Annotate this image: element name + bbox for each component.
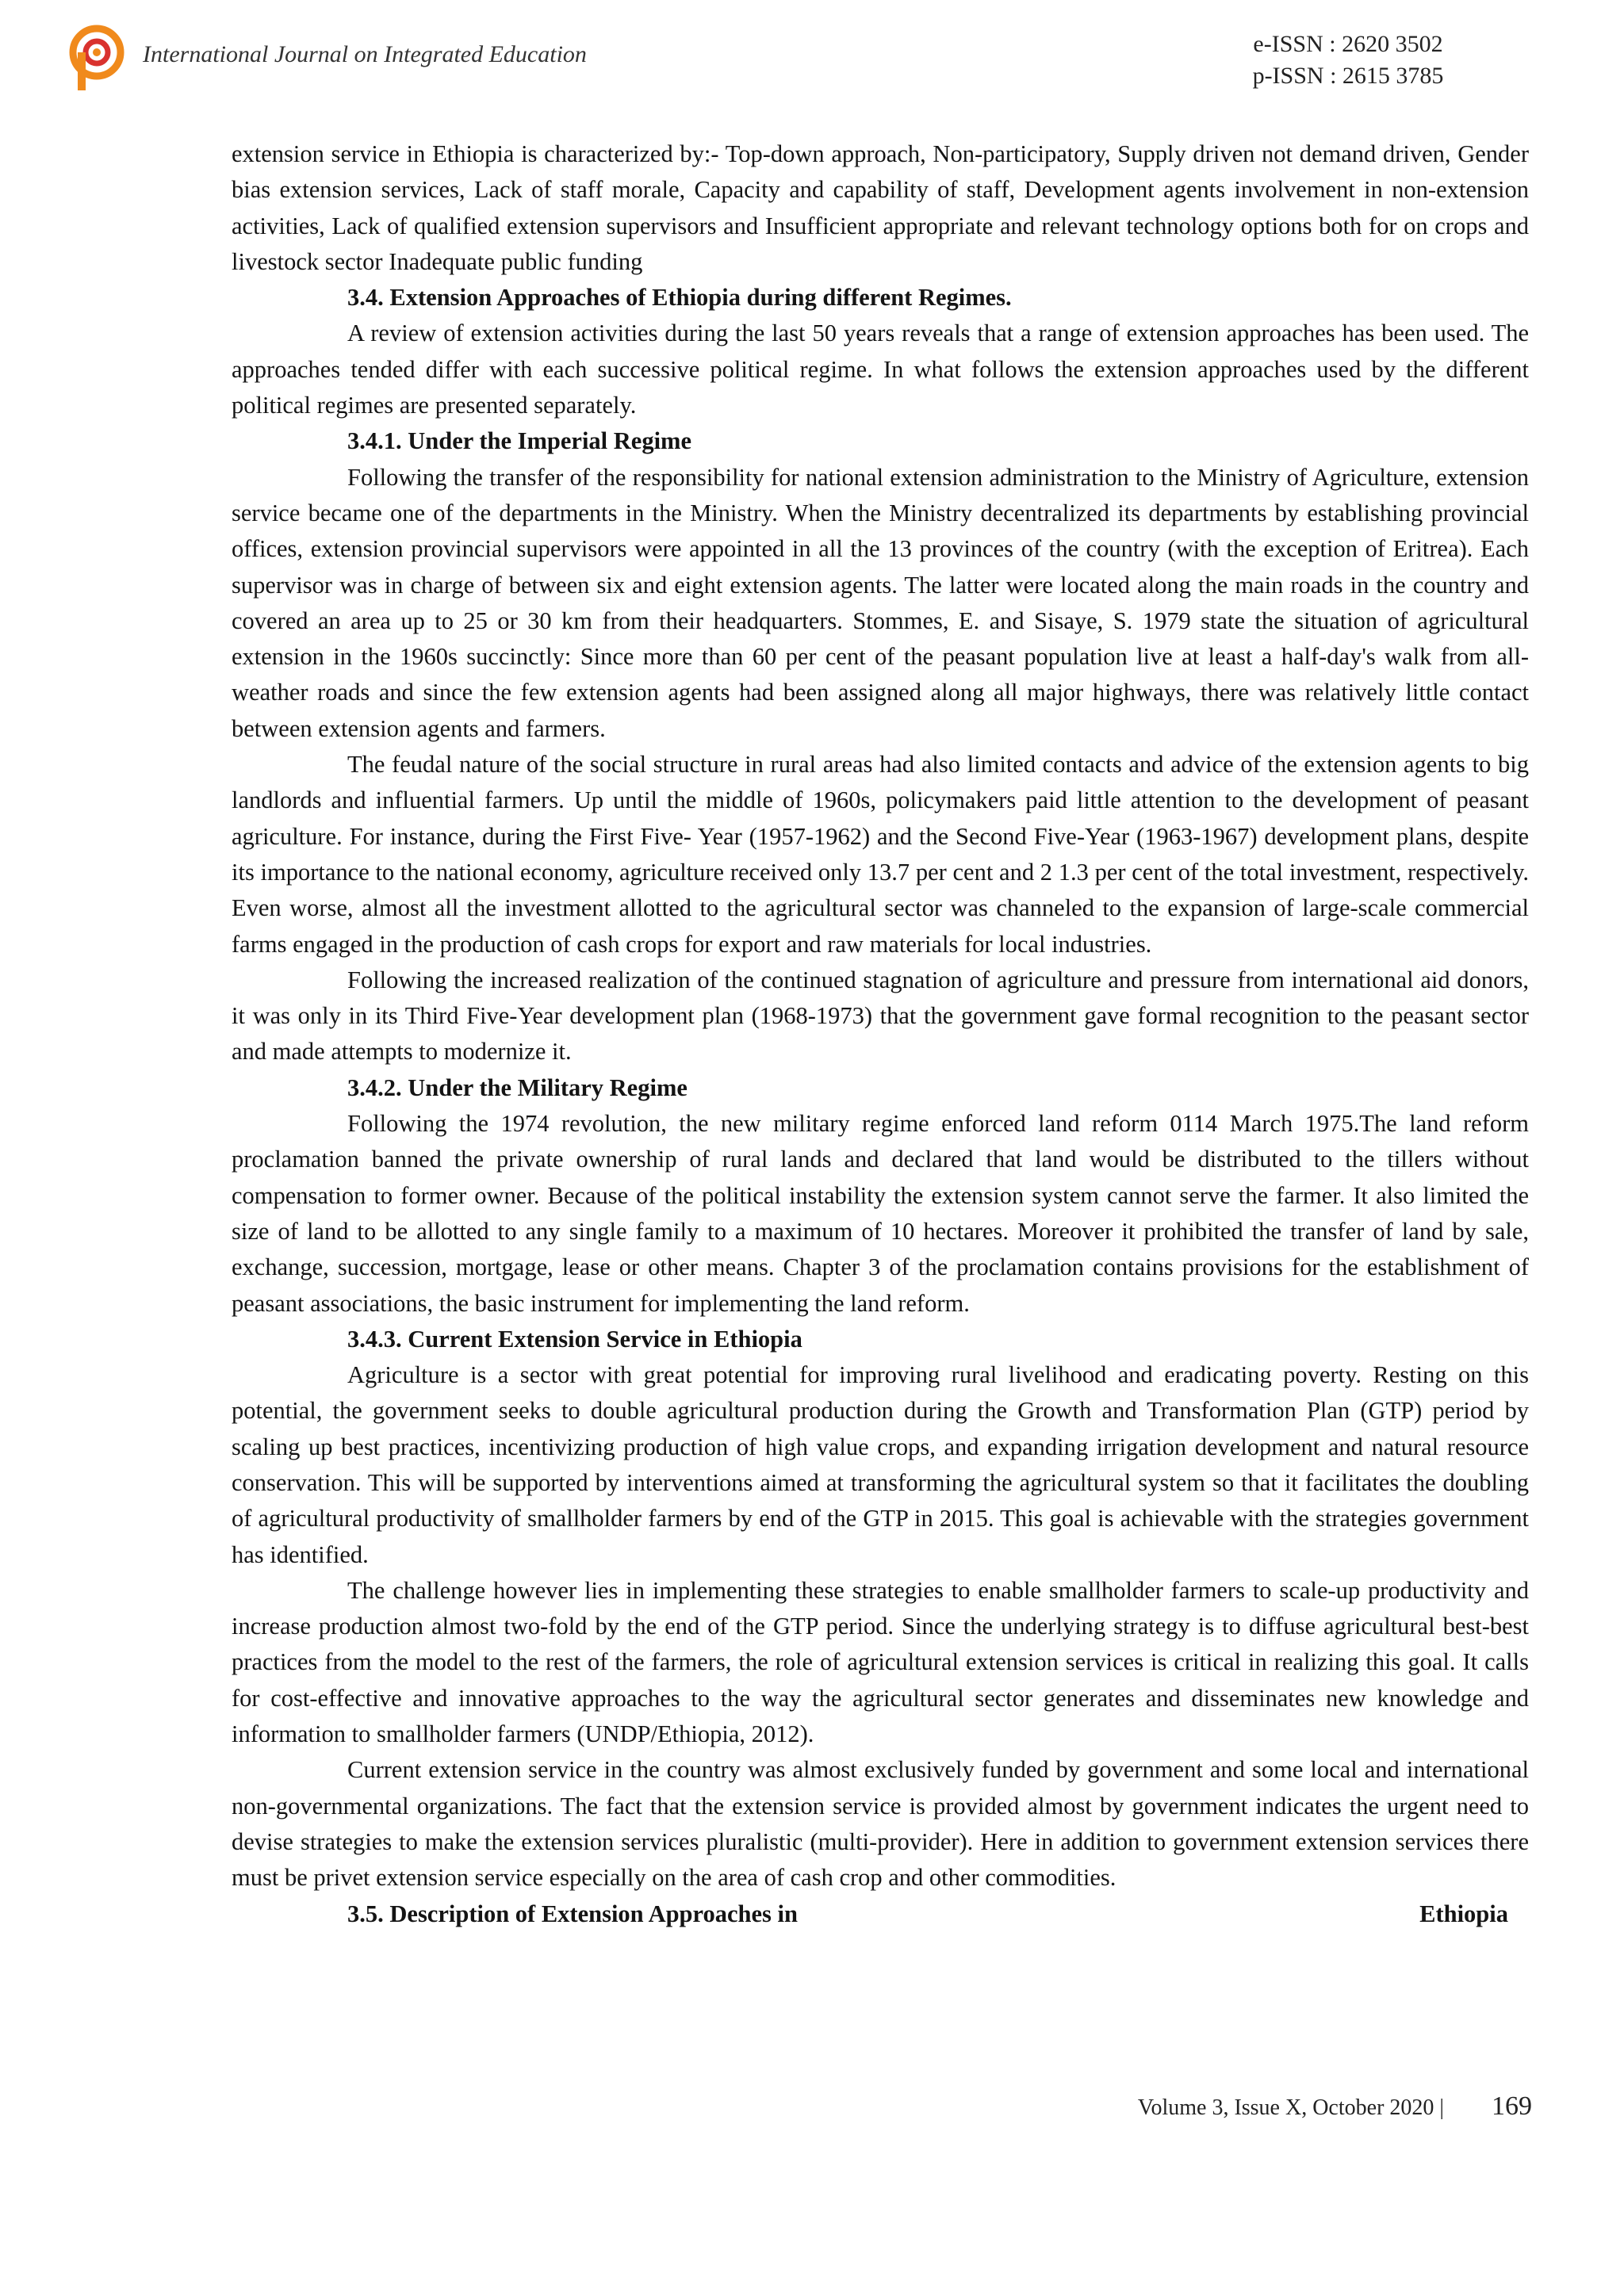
section-heading-3-5-right: Ethiopia bbox=[1419, 1900, 1508, 1927]
paragraph: Following the transfer of the responsibility for national extension administration to the Ministry of Agriculture, extension service became one of the departments in the Ministry. When the Ministry decentralized its departments by establishing provincial offices, extension provincial supervisors were appointed in all the 13 provinces of the country (with the exception of Eritrea). Each supervisor was in charge of between six and eight extension agents. The latter were located along the main roads in the country and covered an area up to 25 or 30 km from their headquarters. Stommes, E. and Sisaye, S. 1979 state the situation of agricultural extension in the 1960s succinctly: Since more than 60 per cent of the peasant population live at least a half-day's walk from all-weather roads and since the few extension agents had been assigned along all major highways, there was relatively little contact between extension agents and farmers. bbox=[232, 463, 1529, 742]
section-heading-3-4-3: 3.4.3. Current Extension Service in Ethiopia bbox=[347, 1325, 802, 1353]
paragraph-continuation: extension service in Ethiopia is characterized by:- Top-down approach, Non-participatory, Supply driven not demand driven, Gender bias extension services, Lack of staff morale, Capacity and capability of staff, Development agents involvement in non-extension activities, Lack of qualified extension supervisors and Insufficient appropriate and relevant technology options both for on crops and livestock sector Inadequate public funding bbox=[232, 140, 1529, 275]
journal-logo-icon bbox=[67, 24, 127, 92]
page-footer bbox=[1138, 2091, 1532, 2126]
paragraph: Agriculture is a sector with great potential for improving rural livelihood and eradicating poverty. Resting on this potential, the government seeks to double agricultural production during the Growth and Transformation Plan (GTP) period by scaling up best practices, incentivizing production of high value crops, and expanding irrigation development and natural resource conservation. This will be supported by interventions aimed at transforming the agricultural system so that it facilitates the doubling of agricultural productivity of smallholder farmers by end of the GTP in 2015. This goal is achievable with the strategies government has identified. bbox=[232, 1361, 1529, 1568]
section-heading-3-4: 3.4. Extension Approaches of Ethiopia during different Regimes. bbox=[347, 284, 1012, 312]
paragraph: A review of extension activities during the last 50 years reveals that a range of extension approaches has been used. The approaches tended differ with each successive political regime. In what follows the extension approaches used by the different political regimes are presented separately. bbox=[232, 320, 1529, 419]
section-heading-3-4-1: 3.4.1. Under the Imperial Regime bbox=[347, 427, 691, 455]
section-heading-3-5 bbox=[232, 1896, 1529, 1932]
issn-block bbox=[1245, 29, 1451, 92]
paragraph: Following the 1974 revolution, the new military regime enforced land reform 0114 March 1975.The land reform proclamation banned the private ownership of rural lands and declared that land would be distributed to the tillers without compensation to former owner. Because of the political instability the extension system cannot serve the farmer. It also limited the size of land to be allotted to any single family to a maximum of 10 hectares. Moreover it prohibited the transfer of land by sale, exchange, succession, mortgage, lease or other means. Chapter 3 of the proclamation contains provisions for the establishment of peasant associations, the basic instrument for implementing the land reform. bbox=[232, 1110, 1529, 1317]
section-heading-3-5-left: 3.5. Description of Extension Approaches in bbox=[347, 1900, 798, 1927]
paragraph: Current extension service in the country was almost exclusively funded by government and some local and international non-governmental organizations. The fact that the extension service is provided almost by government indicates the urgent need to devise strategies to make the extension services pluralistic (multi-provider). Here in addition to government extension services there must be privet extension service especially on the area of cash crop and other commodities. bbox=[232, 1756, 1529, 1892]
paragraph: Following the increased realization of the continued stagnation of agriculture and pressure from international aid donors, it was only in its Third Five-Year development plan (1968-1973) that the government gave formal recognition to the peasant sector and made attempts to modernize it. bbox=[232, 966, 1529, 1066]
paragraph: The challenge however lies in implementing these strategies to enable smallholder farmers to scale-up productivity and increase production almost two-fold by the end of the GTP period. Since the underlying strategy is to diffuse agricultural best-best practices from the model to the rest of the farmers, the role of agricultural extension services is critical in realizing this goal. It calls for cost-effective and innovative approaches to the way the agricultural sector generates and disseminates new knowledge and information to smallholder farmers (UNDP/Ethiopia, 2012). bbox=[232, 1576, 1529, 1748]
journal-name: International Journal on Integrated Education bbox=[143, 41, 587, 67]
eissn: e-ISSN : 2620 3502 bbox=[1253, 31, 1443, 57]
volume-info: Volume 3, Issue X, October 2020 | bbox=[1137, 2095, 1444, 2120]
section-heading-3-4-2: 3.4.2. Under the Military Regime bbox=[347, 1073, 688, 1101]
paragraph: The feudal nature of the social structure in rural areas had also limited contacts and advice of the extension agents to big landlords and influential farmers. Up until the middle of 1960s, policymakers paid little attention to the development of peasant agriculture. For instance, during the First Five- Year (1957-1962) and the Second Five-Year (1963-1967) development plans, despite its importance to the national economy, agriculture received only 13.7 per cent and 2 1.3 per cent of the total investment, respectively. Even worse, almost all the investment allotted to the agricultural sector was channeled to the expansion of large-scale commercial farms engaged in the production of cash crops for export and raw materials for local industries. bbox=[232, 751, 1529, 958]
page-number: 169 bbox=[1492, 2091, 1532, 2121]
article-body bbox=[232, 136, 1529, 1932]
pissn: p-ISSN : 2615 3785 bbox=[1252, 63, 1444, 89]
